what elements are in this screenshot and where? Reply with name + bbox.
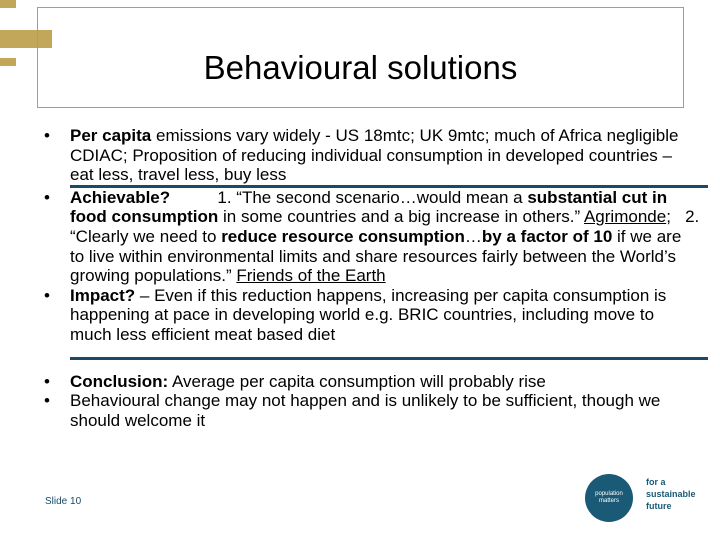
bullet-dot: •: [44, 126, 50, 145]
bullet-heading: Achievable?: [70, 187, 171, 207]
bullet-per-capita: [40, 126, 700, 185]
bullet-dot: •: [44, 391, 50, 411]
corner-decoration-top: [0, 0, 16, 8]
bold-phrase: substantial cut in food consumption: [70, 187, 668, 227]
bullet-text: 1. “The second scenario…would mean a: [170, 187, 528, 207]
tagline: [646, 476, 696, 512]
logo-text-line2: matters: [598, 498, 619, 504]
divider-rule: [70, 357, 708, 360]
bullet-list: [40, 126, 704, 430]
tagline-line2: sustainable: [646, 489, 696, 499]
corner-decoration-bottom: [0, 58, 16, 66]
bullet-text: – Even if this reduction happens, increasing per capita consumption is happening at pace in developing world e.g. BRIC countries, including move to much less efficient meat based diet: [70, 285, 667, 344]
bullet-behavioural-change: [40, 391, 700, 430]
bullet-heading: Impact?: [70, 285, 136, 305]
bullet-text: in some countries and a big increase in others.”: [218, 207, 584, 227]
tagline-line1: for a: [646, 477, 666, 487]
bold-phrase: reduce resource consumption: [221, 226, 465, 246]
bullet-text: Average per capita consumption will probably rise: [168, 371, 546, 391]
tagline-line3: future: [646, 501, 672, 511]
bullet-text: Behavioural change may not happen and is unlikely to be sufficient, though we should welcome it: [70, 391, 661, 430]
bullet-heading: Per capita: [70, 126, 152, 145]
bullet-text: …: [464, 226, 482, 246]
agrimonde-link[interactable]: Agrimonde: [583, 207, 667, 227]
bullet-dot: •: [44, 285, 50, 305]
slide-title: Behavioural solutions: [203, 48, 518, 86]
slide-number: Slide 10: [45, 496, 82, 507]
title-box: [37, 7, 684, 108]
bullet-conclusion: [40, 372, 700, 392]
bullet-text: emissions vary widely - US 18mtc; UK 9mtc; much of Africa negligible CDIAC; Proposition of reducing individual consumption in developed countries – eat less, travel less, buy less: [70, 126, 679, 185]
friends-of-the-earth-link[interactable]: Friends of the Earth: [236, 266, 386, 286]
bullet-heading: Conclusion:: [70, 371, 169, 391]
logo-text-line1: population: [595, 491, 623, 497]
bullet-impact: [40, 286, 700, 345]
bullet-text: ; 2. “Clearly we need to: [70, 207, 704, 246]
bullet-text: if we are to live within environmental limits and share resources fairly between the World’s growing populations.”: [70, 226, 682, 286]
bullet-dot: •: [44, 187, 50, 207]
bold-phrase: by a factor of 10: [481, 226, 613, 246]
bullet-achievable: [40, 187, 704, 286]
bullet-dot: •: [44, 371, 50, 391]
population-matters-logo: [585, 474, 633, 522]
